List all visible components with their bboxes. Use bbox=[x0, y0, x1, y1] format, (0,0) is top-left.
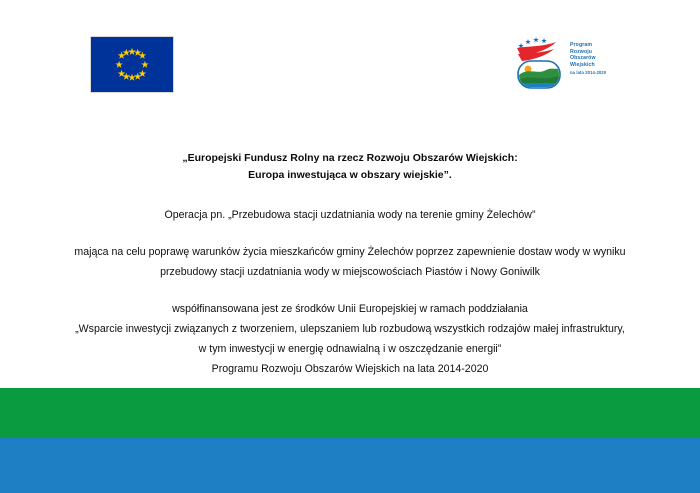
operation-line: Operacja pn. „Przebudowa stacji uzdatniania wody na terenie gminy Żelechów” bbox=[164, 209, 536, 221]
funding-line-1: współfinansowana jest ze środków Unii Europejskiej w ramach poddziałania bbox=[172, 303, 528, 315]
eu-stars-icon bbox=[91, 37, 173, 92]
purpose-paragraph bbox=[0, 242, 700, 282]
purpose-line-2: przebudowy stacji uzdatniania wody w miejscowościach Piastów i Nowy Goniwilk bbox=[160, 266, 540, 278]
prow-text-line-1: Program bbox=[570, 42, 593, 48]
purpose-line-1: mająca na celu poprawę warunków życia mieszkańców gminy Żelechów poprzez zapewnienie dostaw wody w wyniku bbox=[74, 246, 626, 258]
prow-logo-text bbox=[570, 42, 614, 77]
funding-line-4: Programu Rozwoju Obszarów Wiejskich na lata 2014-2020 bbox=[211, 363, 489, 375]
prow-logo bbox=[512, 34, 612, 96]
prow-text-line-2: Rozwoju bbox=[570, 48, 593, 55]
funding-line-3: w tym inwestycji w energię odnawialną i w oszczędzanie energii” bbox=[198, 343, 502, 355]
footer-bar-green bbox=[0, 388, 700, 438]
headline-block bbox=[0, 150, 700, 184]
prow-text-line-3: Obszarów bbox=[570, 55, 596, 62]
headline-line-1: „Europejski Fundusz Rolny na rzecz Rozwoju Obszarów Wiejskich: bbox=[182, 152, 518, 164]
footer-bar-blue bbox=[0, 438, 700, 493]
prow-emblem-icon bbox=[512, 34, 568, 96]
european-union-flag-icon bbox=[90, 36, 174, 93]
funding-line-2: „Wsparcie inwestycji związanych z tworzeniem, ulepszaniem lub rozbudową wszystkich rodzajów małej infrastruktury, bbox=[75, 323, 625, 335]
logo-row bbox=[0, 0, 700, 120]
headline-line-2: Europa inwestująca w obszary wiejskie”. bbox=[248, 169, 452, 181]
funding-paragraph bbox=[0, 299, 700, 379]
prow-years-label: na lata 2014-2020 bbox=[570, 70, 607, 76]
operation-paragraph bbox=[0, 206, 700, 225]
poster-text-content bbox=[0, 150, 700, 379]
prow-text-line-4: Wiejskich bbox=[570, 61, 595, 68]
